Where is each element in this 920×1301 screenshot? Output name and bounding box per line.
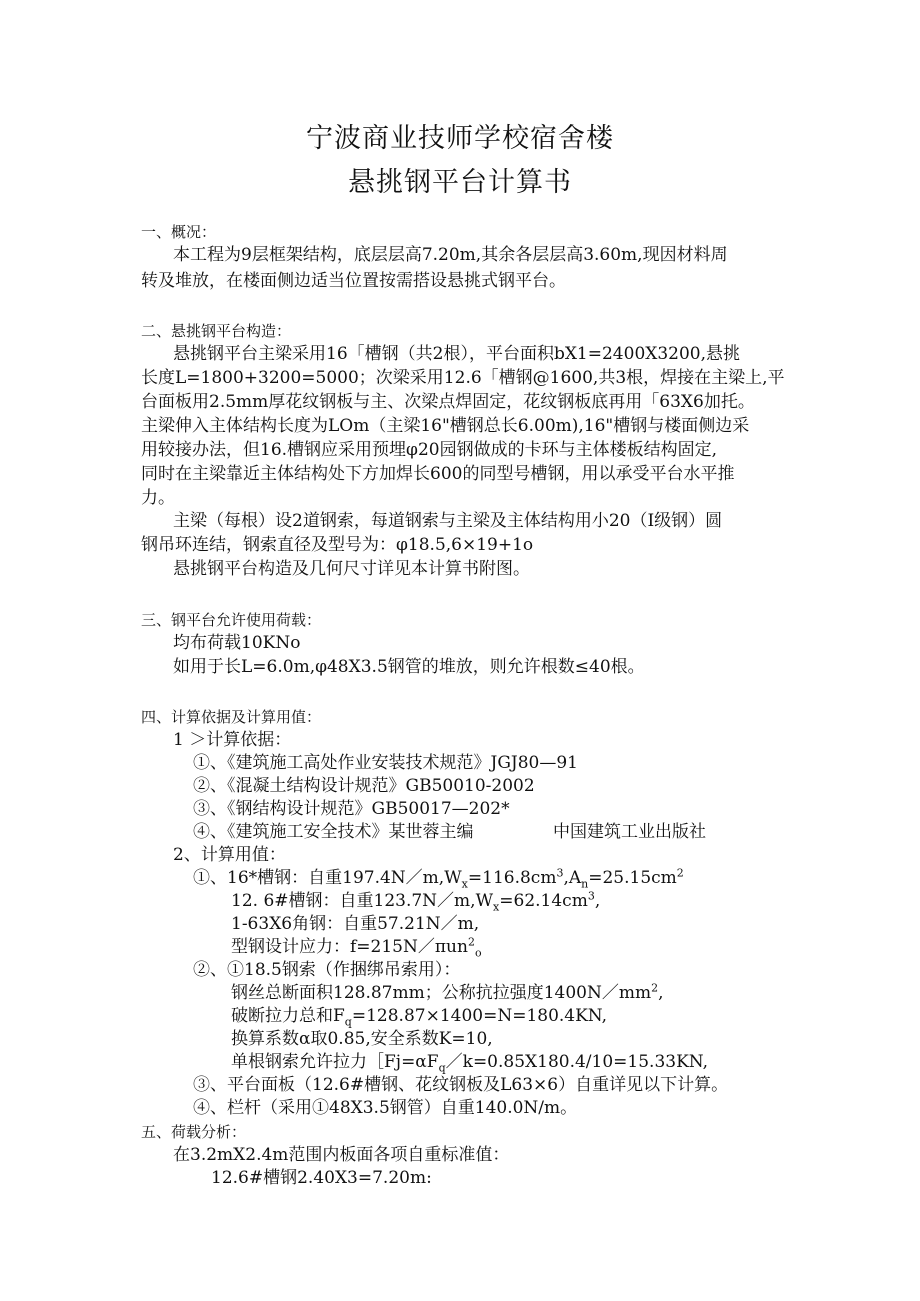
value-line-railing: ④、栏杆（采用①48X3.5钢管）自重140.0N/m。 [193,1098,578,1118]
doc-title-line1: 宁波商业技师学校宿舍楼 [306,123,614,154]
value-line-breaking-force: 破断拉力总和$F_q=128.87\times 1400=N=180.4KN$, [231,1006,608,1029]
section2-line: 长度L=1800+3200=5000；次梁采用12.6「槽钢@1600,共3根，焊接在主梁上,平 [141,368,785,388]
section2-line: 悬挑钢平台主梁采用16「槽钢（共2根），平台面积bX1=2400X3200,悬挑 [173,344,741,364]
reference-publisher: 中国建筑工业出版社 [553,822,706,842]
section4-subheading: 1 ＞计算依据： [173,730,292,750]
section2-line: 同时在主梁靠近主体结构处下方加焊长600的同型号槽钢，用以承受平台水平推 [141,464,735,484]
reference-item: ④、《建筑施工安全技术》某世蓉主编 [193,822,474,842]
section1-paragraph-line: 本工程为9层框架结构，底层层高7.20m,其余各层层高3.60m,现因材料周 [173,245,728,265]
value-line-coefficient: 换算系数α取0.85,安全系数K=10, [231,1029,493,1049]
section2-line: 钢吊环连结，钢索直径及型号为：φ18.5,6×19+1o [141,535,534,555]
section1-paragraph-line: 转及堆放，在楼面侧边适当位置按需搭设悬挑式钢平台。 [141,271,566,291]
section5-line: 12.6#槽钢2.40X3=7.20m: [211,1168,432,1188]
section3-heading: 三、钢平台允许使用荷载： [141,611,322,629]
section2-line: 力。 [141,488,175,508]
section3-line: 如用于长L=6.0m,φ48X3.5钢管的堆放，则允许根数≤40根。 [173,657,645,677]
section2-heading: 二、悬挑钢平台构造： [141,322,292,340]
reference-item: ①、《建筑施工高处作业安装技术规范》JGJ80—91 [193,753,578,773]
value-line-cable-area: 钢丝总断面积128.87mm；公称抗拉强度$1400N/mm^2$, [231,981,664,1003]
section3-line: 均布荷载10KNo [173,633,301,653]
value-line-cable: ②、①18.5钢索（作捆绑吊索用）： [193,960,461,980]
value-line-allowable-tension: 单根钢索允许拉力$[Fj=\alpha F_q/k=0.85X180.4/10=15.33KN$, [231,1052,708,1075]
value-line-channel-12-6: 12. 6#槽钢：自重$123.7N/m,W_x=62.14cm^3$, [231,889,601,914]
value-line-platform-panel: ③、平台面板（12.6#槽钢、花纹钢板及L63×6）自重详见以下计算。 [193,1075,729,1095]
section4-heading: 四、计算依据及计算用值： [141,708,322,726]
section5-heading: 五、荷载分析： [141,1123,247,1141]
reference-item: ③、《钢结构设计规范》GB50017—202* [193,799,510,819]
section2-line: 台面板用2.5mm厚花纹钢板与主、次梁点焊固定，花纹钢板底再用「63X6加托。 [141,392,755,412]
section2-line: 悬挑钢平台构造及几何尺寸详见本计算书附图。 [173,559,530,579]
section2-line: 主梁伸入主体结构长度为LOm（主梁16"槽钢总长6.00m),16"槽钢与楼面侧边采 [141,416,750,436]
value-line-angle-steel: 1-63X6角钢：自重57.21N／m, [231,914,480,934]
section2-line: 用较接办法，但16.槽钢应采用预埋φ20园钢做成的卡环与主体楼板结构固定, [141,440,717,460]
section1-heading: 一、概况： [141,223,217,241]
value-line-design-stress: 型钢设计应力：f=215N／πun$^2_o$ [231,935,482,960]
section4-subheading: 2、计算用值： [173,845,286,865]
doc-title-line2: 悬挑钢平台计算书 [348,167,572,198]
section2-line: 主梁（每根）设2道钢索，每道钢索与主梁及主体结构用小20（I级钢）圆 [173,511,723,531]
value-line-channel-16: ①、16*槽钢：自重$197.4N/m,W_x=116.8cm^3,A_n=25.15cm^2$ [193,866,684,891]
reference-item: ②、《混凝土结构设计规范》GB50010-2002 [193,776,535,796]
section5-line: 在3.2mX2.4m范围内板面各项自重标准值： [173,1145,510,1165]
